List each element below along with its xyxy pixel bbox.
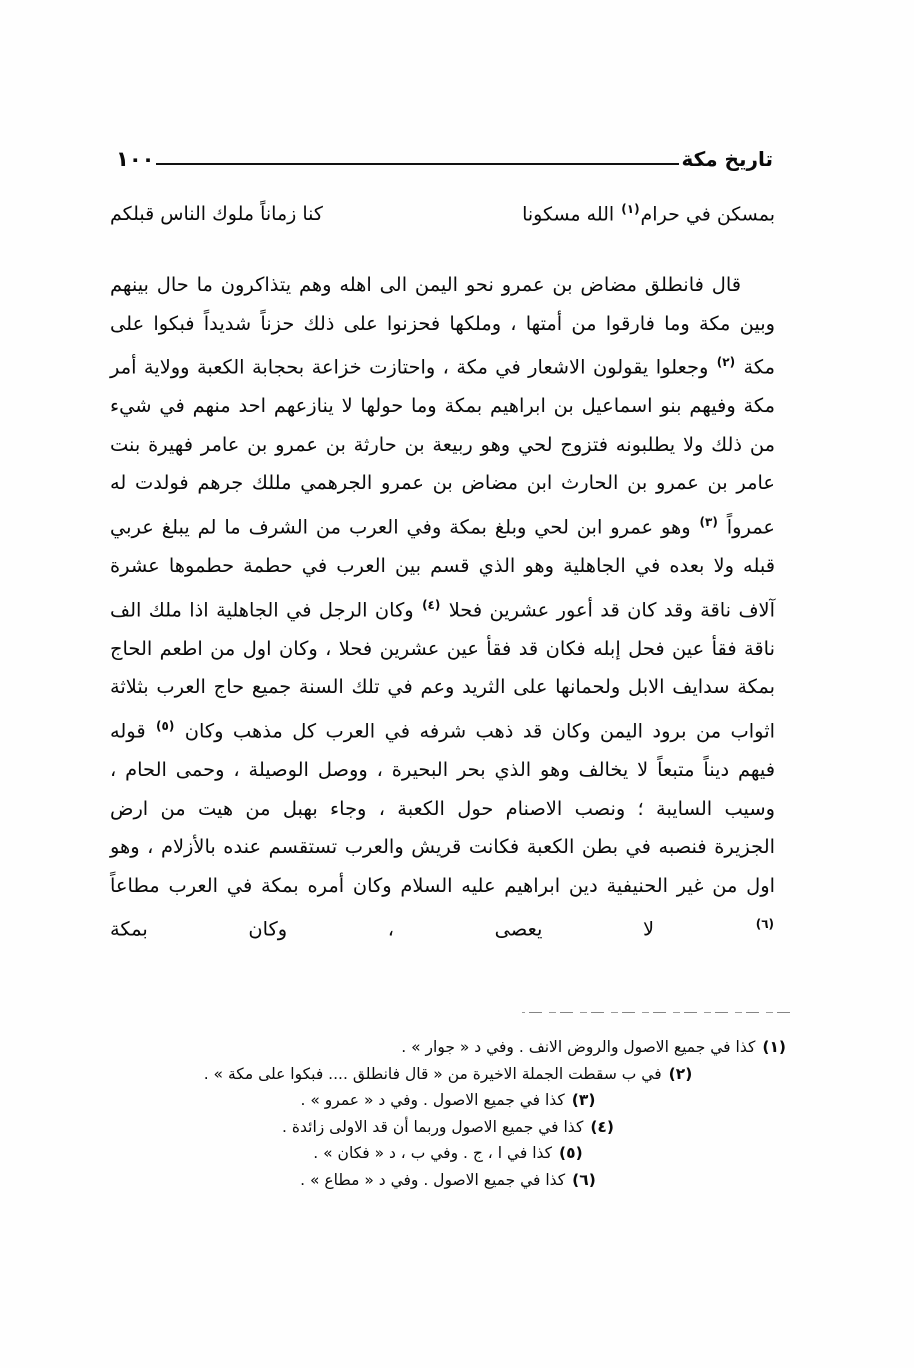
verse-hemistich-second-text: بمسكن في حرام	[640, 203, 775, 226]
footnote-number: (٦)	[572, 1170, 596, 1189]
body-segment: لا يعصى ، وكان بمكة	[110, 917, 755, 941]
footnote-text: كذا في جميع الاصول وربما أن قد الاولى زائدة .	[282, 1117, 584, 1136]
verse-hemistich-first: كنا زماناً ملوك الناس قبلكم	[110, 203, 323, 226]
footnote-number: (٢)	[668, 1064, 693, 1083]
body-segment: قوله فيهم ديناً متبعاً لا يخالف وهو الذي بحر البحيرة ، ووصل الوصيلة ، وحمى الحام ، وسيب السايبة ؛ ونصب الاصنام حول الكعبة ، وجاء بهبل من هيت من ارض الجزيرة فنصبه في بطن الكعبة فكانت قريش والعرب تستقسم عنده بالأزلام ، وهو اول من غير الحنيفية دين ابراهيم عليه السلام وكان أمره بمكة في العرب مطاعاً	[110, 719, 775, 897]
footnote-item	[110, 1061, 786, 1088]
body-segment: وجعلوا يقولون الاشعار في مكة ، واحتازت خزاعة بحجابة الكعبة وولاية أمر مكة وفيهم بنو اسماعيل بن ابراهيم بمكة وما حولها لا ينازعهم احد منهم في شيء من ذلك ولا يطلبونه فتزوج لحي وهو ربيعة بن حارثة بن عمرو بن عامر فهيرة بنت عامر بن عمرو بن الحارث ابن مضاض بن عمرو الجرهمي مللك جرهم فولدت له عمرواً	[110, 355, 775, 539]
footnotes-section	[110, 1034, 786, 1194]
footnote-text: في ب سقطت الجملة الاخيرة من « قال فانطلق .... فبكوا على مكة » .	[203, 1064, 662, 1083]
footnote-marker-5: (٥)	[156, 718, 175, 733]
header-rule	[156, 163, 679, 165]
footnote-marker-6: (٦)	[755, 917, 774, 932]
footnote-number: (١)	[762, 1038, 786, 1056]
footnote-number: (٥)	[559, 1144, 583, 1163]
footnote-number: (٣)	[571, 1091, 596, 1110]
footnote-number: (٤)	[590, 1117, 614, 1136]
body-segment: وكان الرجل في الجاهلية اذا ملك الف ناقة فقأ عين فحل إبله فكان قد فقأ عين عشرين فحلا ، وكان اول من اطعم الحاج بمكة سدايف الابل ولحمانها على الثريد وعم في تلك السنة جميع حاج العرب بثلاثة اثواب من برود اليمن وكان قد ذهب شرفه في العرب كل مذهب وكان	[110, 598, 775, 743]
footnote-separator	[522, 1012, 790, 1013]
page-number: ١٠٠	[116, 146, 155, 171]
footnote-item	[110, 1114, 786, 1141]
footnote-text: كذا في جميع الاصول . وفي د « عمرو » .	[300, 1091, 565, 1110]
body-paragraph	[110, 266, 775, 949]
footnote-marker-4: (٤)	[422, 597, 441, 612]
footnote-item	[110, 1140, 786, 1167]
footnote-marker-2: (٢)	[716, 355, 736, 370]
footnote-item	[110, 1034, 786, 1061]
verse-line	[110, 200, 775, 229]
book-title: تاريخ مكة	[681, 147, 773, 171]
verse-hemistich-second-tail: الله مسكونا	[522, 203, 615, 226]
footnote-marker-3: (٣)	[699, 515, 718, 530]
body-segment: وهو عمرو ابن لحي وبلغ بمكة وفي العرب من الشرف ما لم يبلغ عربي قبله ولا بعده في الجاهلية وهو الذي قسم بين العرب في حطمة حطموها عشرة آلاف ناقة وقد كان قد أعور عشرين فحلا	[110, 515, 775, 622]
running-head	[110, 142, 775, 176]
footnote-text: كذا في جميع الاصول . وفي د « مطاع » .	[300, 1170, 566, 1189]
footnote-item	[110, 1087, 786, 1114]
verse-hemistich-second	[518, 200, 775, 229]
footnote-text: كذا في ا ، ج . وفي ب ، د « فكان » .	[313, 1144, 553, 1163]
body-segment: قال فانطلق مضاض بن عمرو نحو اليمن الى اهله وهم يتذاكرون ما حال بينهم وبين مكة وما فارقوا من أمتها ، وملكها فحزنوا على ذلك حزناً شديداً فبكوا على مكة	[110, 273, 776, 379]
body-text	[110, 266, 775, 949]
footnote-marker-1: (١)	[621, 202, 640, 216]
footnote-text: كذا في جميع الاصول والروض الانف . وفي د « جوار » .	[401, 1038, 756, 1056]
footnote-item	[110, 1167, 786, 1194]
